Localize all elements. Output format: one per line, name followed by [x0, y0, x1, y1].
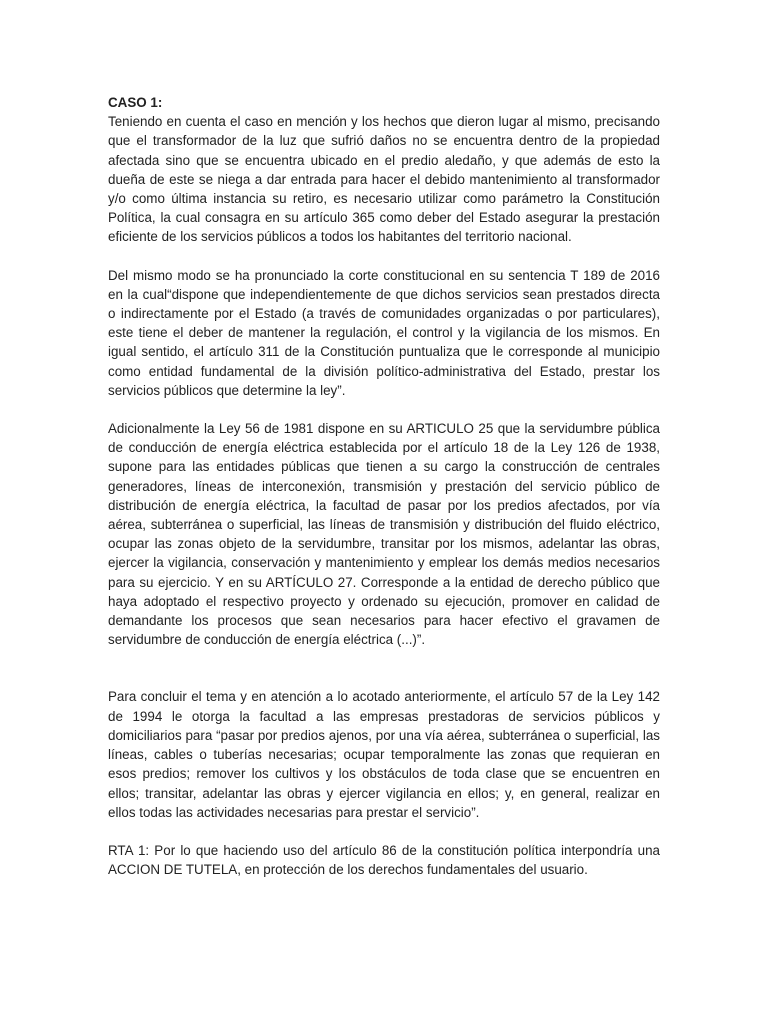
paragraph-spacer — [108, 649, 660, 687]
document-body — [108, 93, 660, 879]
paragraph-answer: RTA 1: Por lo que haciendo uso del artículo 86 de la constitución política interpondría una ACCION DE TUTELA, en protección de los derechos fundamentales del usuario. — [108, 842, 660, 878]
case-heading: CASO 1: — [108, 95, 163, 110]
paragraph-spacer — [108, 400, 660, 419]
paragraph-spacer — [108, 247, 660, 266]
paragraph-law-56: Adicionalmente la Ley 56 de 1981 dispone en su ARTICULO 25 que la servidumbre pública de conducción de energía eléctrica establecida por el artículo 18 de la Ley 126 de 1938, supone para las entidades públicas que tienen a su cargo la construcción de centrales generadores, líneas de interconexión, transmisión y prestación del servicio público de distribución de energía eléctrica, la facultad de pasar por los predios afectados, por vía aérea, subterránea o superficial, las líneas de transmisión y distribución del fluido eléctrico, ocupar las zonas objeto de la servidumbre, transitar por los mismos, adelantar las obras, ejercer la vigilancia, conservación y mantenimiento y emplear los demás medios necesarios para su ejercicio. Y en su ARTÍCULO 27. Corresponde a la entidad de derecho público que haya adoptado el respectivo proyecto y ordenado su ejecución, promover en calidad de demandante los procesos que sean necesarios para hacer efectivo el gravamen de servidumbre de conducción de energía eléctrica (...)”. — [108, 421, 660, 648]
paragraph-law-142: Para concluir el tema y en atención a lo acotado anteriormente, el artículo 57 de la Ley 142 de 1994 le otorga la facultad a las empresas prestadoras de servicios públicos y domiciliarios para “pasar por predios ajenos, por una vía aérea, subterránea o superficial, las líneas, cables o tuberías necesarias; ocupar temporalmente las zonas que requieran en esos predios; remover los cultivos y los obstáculos de toda clase que se encuentren en ellos; transitar, adelantar las obras y ejercer vigilancia en ellos; y, en general, realizar en ellos todas las actividades necesarias para prestar el servicio”. — [108, 689, 660, 820]
paragraph-court-ruling: Del mismo modo se ha pronunciado la corte constitucional en su sentencia T 189 de 2016 en la cual“dispone que independientemente de que dichos servicios sean prestados directa o indirectamente por el Estado (a través de comunidades organizadas o por particulares), este tiene el deber de mantener la regulación, el control y la vigilancia de los mismos. En igual sentido, el artículo 311 de la Constitución puntualiza que le corresponde al municipio como entidad fundamental de la división político-administrativa del Estado, prestar los servicios públicos que determine la ley”. — [108, 267, 660, 398]
paragraph-spacer — [108, 822, 660, 841]
paragraph-constitution: Teniendo en cuenta el caso en mención y los hechos que dieron lugar al mismo, precisando que el transformador de la luz que sufrió daños no se encuentra dentro de la propiedad afectada sino que se encuentra ubicado en el predio aledaño, y que además de esto la dueña de este se niega a dar entrada para hacer el debido mantenimiento al transformador y/o como última instancia su retiro, es necesario utilizar como parámetro la Constitución Política, la cual consagra en su artículo 365 como deber del Estado asegurar la prestación eficiente de los servicios públicos a todos los habitantes del territorio nacional. — [108, 114, 660, 245]
